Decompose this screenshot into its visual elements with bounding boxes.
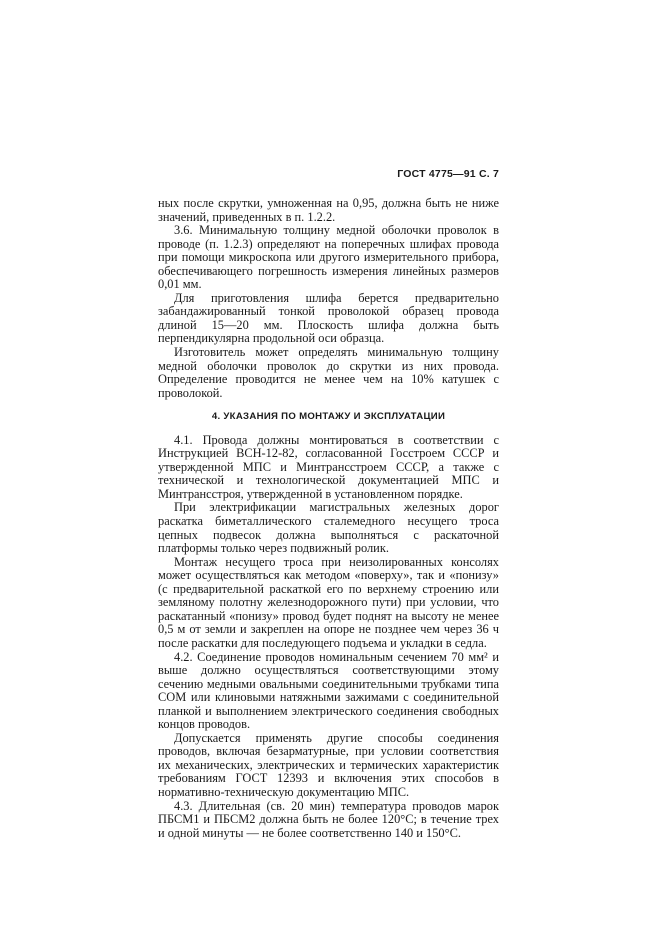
paragraph: ных после скрутки, умноженная на 0,95, должна быть не ниже значений, приведенных в п. 1.2.2.	[158, 196, 499, 224]
paragraph: Для приготовления шлифа берется предварительно забандажированный тонкой проволокой образец провода длиной 15—20 мм. Плоскость шлифа должна быть перпендикулярна продольной оси образца.	[158, 290, 499, 346]
paragraph: 3.6. Минимальную толщину медной оболочки проволок в проводе (п. 1.2.3) определяют на поперечных шлифах провода при помощи микроскопа или другого измерительного прибора, обеспечивающего погрешность измерения линейных размеров 0,01 мм.	[158, 223, 499, 292]
paragraph: Монтаж несущего троса при неизолированных консолях может осуществляться как методом «поверху», так и «понизу» (с предварительной раскаткой его по верхнему строению или земляному полотну железнодорожного пути) при условии, что раскатанный «понизу» провод будет поднят на высоту не менее 0,5 м от земли и закреплен на опоре не позднее чем через 36 ч после раскатки для последующего подъема и укладки в седла.	[158, 554, 499, 650]
paragraph: 4.2. Соединение проводов номинальным сечением 70 мм² и выше должно осуществляться соответствующими этому сечению медными овальными соединительными трубками типа СОМ или клиновыми натяжными зажимами с соединительной планкой и выполнением электрического соединения свободных концов проводов.	[158, 649, 499, 732]
paragraph: При электрификации магистральных железных дорог раскатка биметаллического сталемедного несущего троса цепных подвесок должна выполняться с раскаточной платформы только через подвижный ролик.	[158, 500, 499, 556]
paragraph: 4.1. Провода должны монтироваться в соответствии с Инструкцией ВСН-12-82, согласованной Госстроем СССР и утвержденной МПС и Минтрансстроем СССР, а также с технической и технологической документацией МПС и Минтрансстроя, утвержденной в установленном порядке.	[158, 432, 499, 501]
section-heading: 4. УКАЗАНИЯ ПО МОНТАЖУ И ЭКСПЛУАТАЦИИ	[211, 411, 446, 423]
body-text	[158, 197, 499, 840]
paragraph: Изготовитель может определять минимальную толщину медной оболочки проволок до скрутки из них провода. Определение проводится не менее чем на 10% катушек с проволокой.	[158, 345, 499, 400]
paragraph: Допускается применять другие способы соединения проводов, включая безарматурные, при условии соответствия их механических, электрических и термических характеристик требованиям ГОСТ 12393 и включения этих способов в нормативно-техническую документацию МПС.	[158, 730, 499, 799]
paragraph: 4.3. Длительная (св. 20 мин) температура проводов марок ПБСМ1 и ПБСМ2 должна быть не более 120°С; в течение трех и одной минуты — не более соответственно 140 и 150°С.	[158, 798, 499, 840]
page-header: ГОСТ 4775—91 С. 7	[397, 168, 499, 180]
